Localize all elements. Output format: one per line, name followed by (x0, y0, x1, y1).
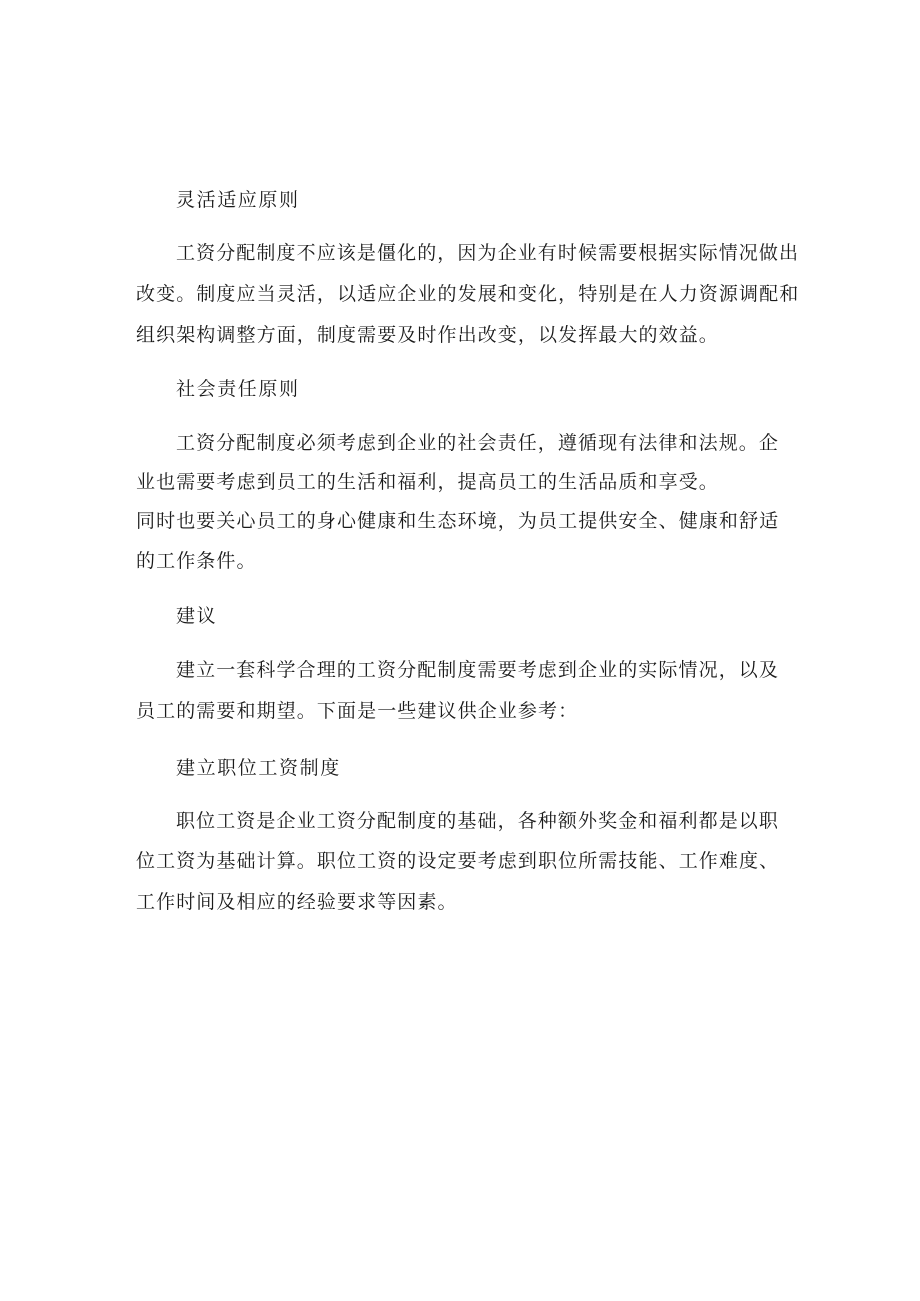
paragraph-line: 组织架构调整方面，制度需要及时作出改变，以发挥最大的效益。 (136, 324, 719, 346)
paragraph-line: 工资分配制度必须考虑到企业的社会责任，遵循现有法律和法规。企 (176, 432, 780, 454)
section-heading: 灵活适应原则 (176, 189, 300, 211)
paragraph-line: 同时也要关心员工的身心健康和生态环境，为员工提供安全、健康和舒适 (136, 510, 780, 532)
section-heading: 建议 (176, 605, 218, 627)
paragraph-line: 工作时间及相应的经验要求等因素。 (136, 891, 458, 913)
paragraph-line: 员工的需要和期望。下面是一些建议供企业参考： (136, 700, 579, 722)
paragraph-line: 位工资为基础计算。职位工资的设定要考虑到职位所需技能、工作难度、 (136, 850, 780, 872)
paragraph-line: 改变。制度应当灵活，以适应企业的发展和变化，特别是在人力资源调配和 (136, 283, 800, 305)
paragraph-line: 业也需要考虑到员工的生活和福利，提高员工的生活品质和享受。 (136, 471, 719, 493)
paragraph-line: 建立一套科学合理的工资分配制度需要考虑到企业的实际情况，以及 (176, 659, 780, 681)
paragraph-line: 工资分配制度不应该是僵化的，因为企业有时候需要根据实际情况做出 (176, 242, 800, 264)
paragraph-line: 的工作条件。 (136, 550, 257, 572)
section-heading: 社会责任原则 (176, 378, 300, 400)
section-heading: 建立职位工资制度 (176, 757, 341, 779)
paragraph-line: 职位工资是企业工资分配制度的基础，各种额外奖金和福利都是以职 (176, 810, 780, 832)
